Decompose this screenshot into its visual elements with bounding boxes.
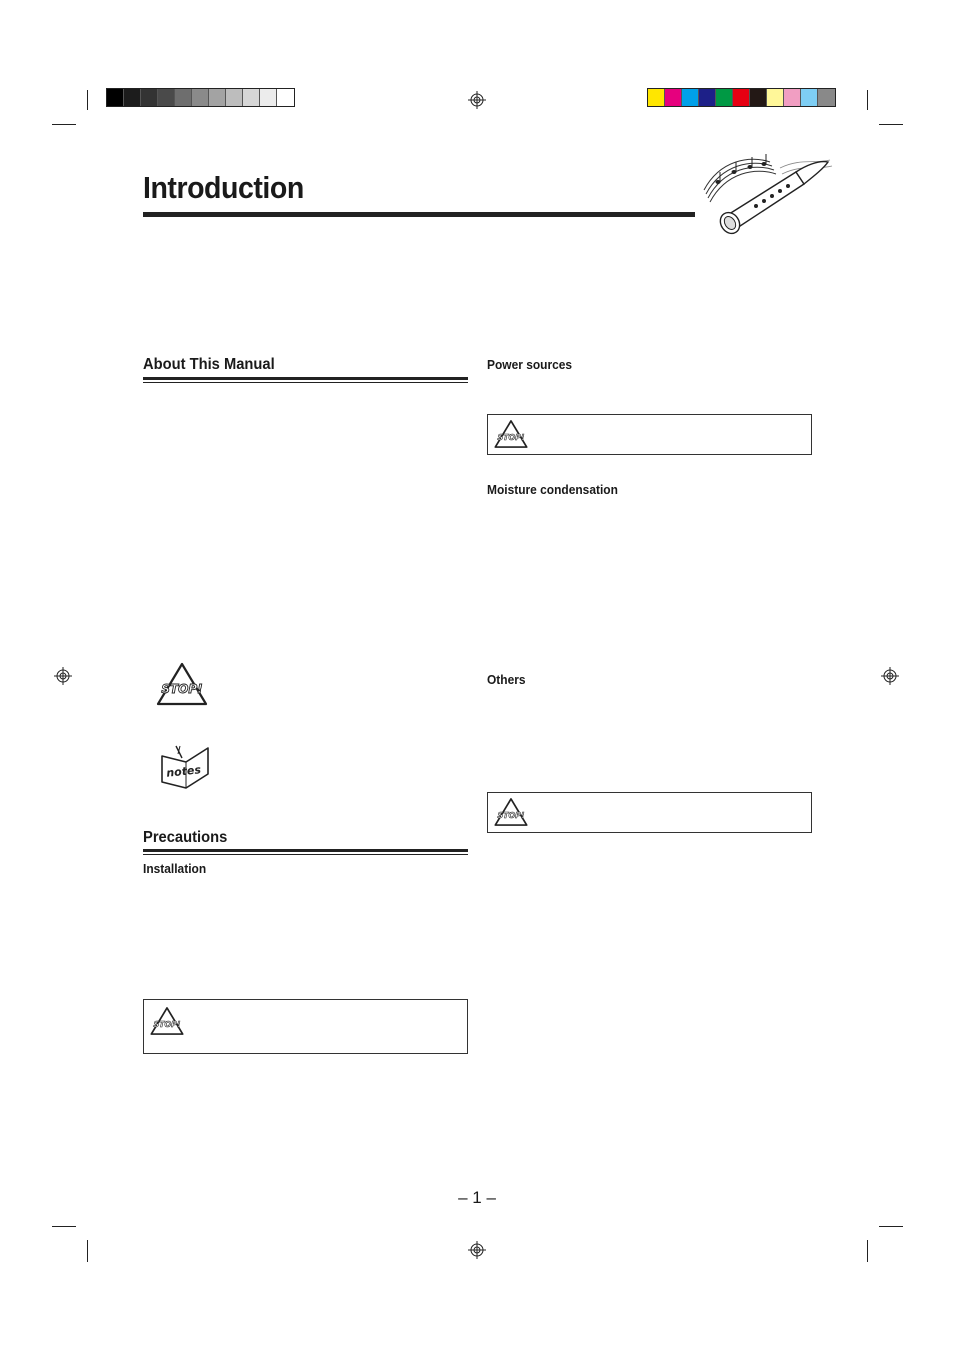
installation-heading: Installation [143, 861, 207, 876]
svg-text:STOP!: STOP! [497, 432, 525, 442]
svg-text:STOP!: STOP! [153, 1019, 181, 1029]
color-swatch [648, 89, 665, 106]
stop-icon [156, 662, 208, 706]
about-manual-heading: About This Manual [143, 356, 275, 373]
color-swatch [665, 89, 682, 106]
others-warning-box [487, 792, 812, 833]
color-swatch [750, 89, 767, 106]
registration-mark-icon [54, 667, 72, 685]
color-swatch [682, 89, 699, 106]
svg-text:notes: notes [165, 763, 202, 780]
svg-text:STOP!: STOP! [497, 810, 525, 820]
color-swatch [801, 89, 818, 106]
registration-mark-icon [881, 667, 899, 685]
crop-mark [87, 1240, 88, 1262]
color-swatch [699, 89, 716, 106]
crop-mark [879, 124, 903, 125]
color-swatch [158, 89, 175, 106]
precautions-heading: Precautions [143, 829, 228, 846]
crop-mark [879, 1226, 903, 1227]
notes-icon [158, 744, 214, 790]
crop-mark [52, 1226, 76, 1227]
crop-mark [867, 1240, 868, 1262]
grayscale-color-bar [106, 88, 295, 107]
stop-icon [494, 419, 528, 449]
color-swatch [243, 89, 260, 106]
color-swatch [716, 89, 733, 106]
power-sources-heading: Power sources [487, 357, 573, 372]
crop-mark [867, 90, 868, 110]
color-swatch [733, 89, 750, 106]
power-warning-box [487, 414, 812, 455]
section-rule [143, 849, 468, 855]
color-swatch [107, 89, 124, 106]
color-swatch [277, 89, 294, 106]
color-swatch [260, 89, 277, 106]
process-color-bar [647, 88, 836, 107]
stop-icon [494, 797, 528, 827]
others-heading: Others [487, 672, 526, 687]
flute-music-icon [690, 150, 835, 240]
page-number: – 1 – [458, 1188, 496, 1207]
color-swatch [784, 89, 801, 106]
color-swatch [175, 89, 192, 106]
stop-icon [150, 1006, 184, 1036]
color-swatch [209, 89, 226, 106]
color-swatch [226, 89, 243, 106]
color-swatch [818, 89, 835, 106]
color-swatch [192, 89, 209, 106]
moisture-condensation-heading: Moisture condensation [487, 482, 618, 497]
color-swatch [124, 89, 141, 106]
registration-mark-icon [468, 91, 486, 109]
color-swatch [141, 89, 158, 106]
title-rule [143, 212, 695, 217]
crop-mark [52, 124, 76, 125]
registration-mark-icon [468, 1241, 486, 1259]
crop-mark [87, 90, 88, 110]
color-swatch [767, 89, 784, 106]
svg-text:STOP!: STOP! [161, 682, 203, 696]
installation-warning-box [143, 999, 468, 1054]
page-title: Introduction [143, 170, 304, 205]
section-rule [143, 377, 468, 383]
